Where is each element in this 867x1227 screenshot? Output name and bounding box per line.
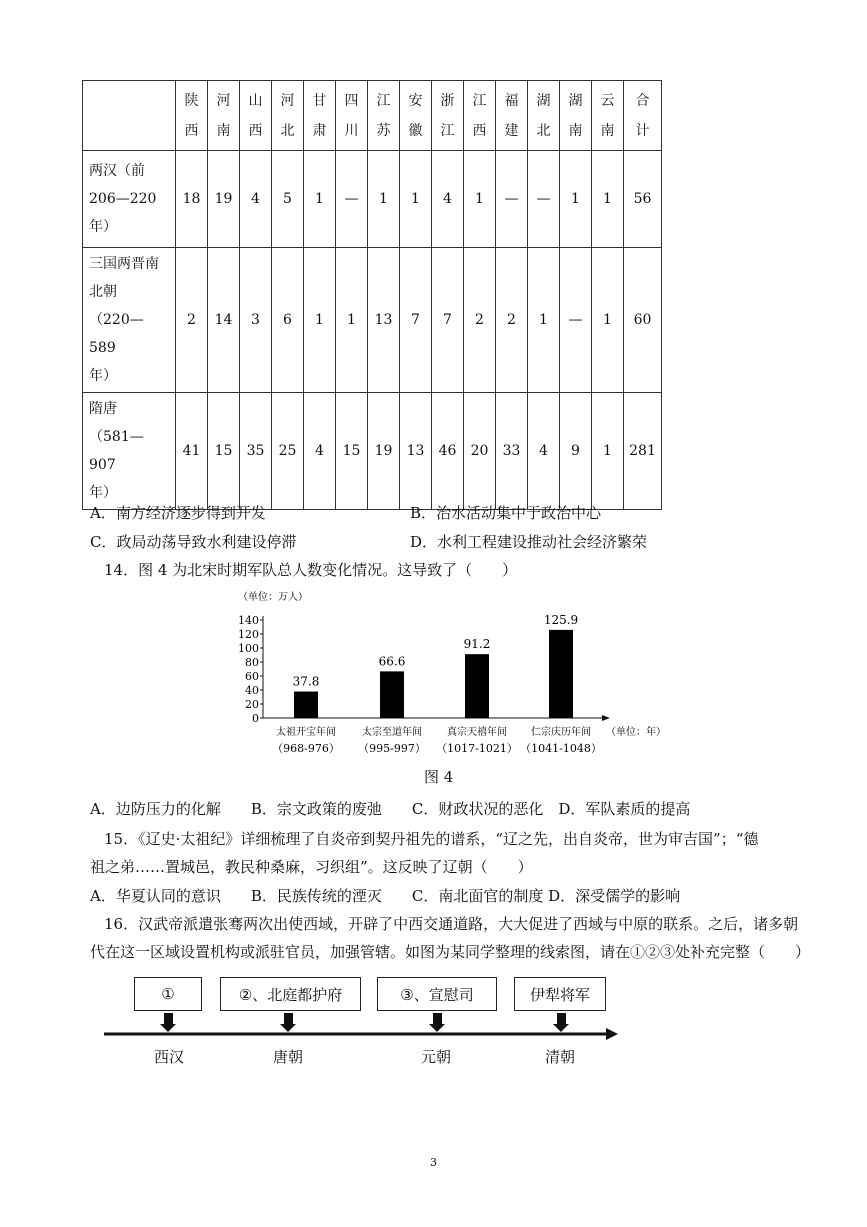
q13-option-a: A．南方经济逐步得到开发 — [90, 504, 266, 522]
table-value-cell: 25 — [272, 393, 304, 510]
table-value-cell: 9 — [560, 393, 592, 510]
data-label: 125.9 — [543, 612, 579, 627]
table-header-cell: 湖 北 — [528, 81, 560, 151]
data-table — [82, 80, 662, 510]
chart-caption: 图 4 — [424, 768, 454, 786]
table-value-cell: 56 — [624, 151, 662, 248]
table-value-cell: 4 — [432, 151, 464, 248]
bar — [380, 671, 404, 718]
table-value-cell: 1 — [528, 248, 560, 393]
table-value-cell: 41 — [176, 393, 208, 510]
y-tick-label: 0 — [252, 712, 259, 725]
y-unit-label: （单位：万人） — [238, 592, 308, 603]
category-years-label: （968-976） — [272, 742, 340, 755]
data-label: 91.2 — [463, 637, 491, 652]
table-value-cell: 5 — [272, 151, 304, 248]
table-value-cell: 2 — [176, 248, 208, 393]
table-header-cell: 四 川 — [336, 81, 368, 151]
table-row — [83, 151, 662, 248]
table-row — [83, 248, 662, 393]
table-value-cell: 7 — [400, 248, 432, 393]
table-value-cell: — — [336, 151, 368, 248]
flow-box-2: ②、北庭都护府 — [220, 977, 361, 1011]
army-size-bar-chart — [230, 588, 670, 758]
table-value-cell: 13 — [400, 393, 432, 510]
bar — [294, 692, 318, 718]
dynasty-label-1: 西汉 — [154, 1048, 185, 1066]
table-header-cell: 浙 江 — [432, 81, 464, 151]
table-value-cell: 46 — [432, 393, 464, 510]
flow-box-4: 伊犁将军 — [514, 977, 606, 1011]
y-tick-label: 60 — [245, 670, 259, 683]
page-number: 3 — [430, 1156, 437, 1169]
table-value-cell: 1 — [304, 151, 336, 248]
flow-box-3: ③、宣慰司 — [377, 977, 497, 1011]
table-row — [83, 393, 662, 510]
table-value-cell: 20 — [464, 393, 496, 510]
table-value-cell: 7 — [432, 248, 464, 393]
table-corner-cell — [83, 81, 176, 151]
table-value-cell: 1 — [592, 248, 624, 393]
table-period-cell: 两汉（前 206—220 年） — [83, 151, 176, 248]
table-period-cell: 隋唐 （581—907 年） — [83, 393, 176, 510]
table-header-cell: 山 西 — [240, 81, 272, 151]
q14-options: A．边防压力的化解 B．宗文政策的废弛 C．财政状况的恶化 D．军队素质的提高 — [90, 800, 691, 818]
table-header-row — [83, 81, 662, 151]
table-header-cell: 甘 肃 — [304, 81, 336, 151]
table-value-cell: 33 — [496, 393, 528, 510]
y-tick-label: 100 — [238, 642, 259, 655]
q15-options: A．华夏认同的意识 B．民族传统的湮灭 C．南北面官的制度 D．深受儒学的影响 — [90, 887, 681, 905]
category-years-label: （995-997） — [358, 742, 426, 755]
data-label: 66.6 — [378, 654, 406, 669]
table-value-cell: 281 — [624, 393, 662, 510]
category-label: 太宗至道年间 — [362, 727, 422, 738]
table-header-cell: 江 苏 — [368, 81, 400, 151]
table-value-cell: 1 — [400, 151, 432, 248]
table-value-cell: 1 — [592, 393, 624, 510]
table-value-cell: 60 — [624, 248, 662, 393]
table-value-cell: 4 — [240, 151, 272, 248]
category-years-label: （1041-1048） — [520, 742, 602, 755]
y-tick-label: 20 — [245, 698, 259, 711]
flow-box-1: ① — [134, 977, 202, 1011]
table-value-cell: 2 — [464, 248, 496, 393]
table-value-cell: 15 — [208, 393, 240, 510]
table-value-cell: 1 — [336, 248, 368, 393]
table-value-cell: — — [528, 151, 560, 248]
table-value-cell: 1 — [304, 248, 336, 393]
dynasty-label-4: 清朝 — [545, 1048, 576, 1066]
timeline-axis — [104, 1026, 619, 1042]
table-value-cell: 1 — [464, 151, 496, 248]
q16-line1: 16．汉武帝派遣张骞两次出使西域，开辟了中西交通道路，大大促进了西域与中原的联系。之后，诸多朝 — [104, 915, 799, 933]
table-value-cell: 18 — [176, 151, 208, 248]
q15-line2: 祖之弟……置城邑，教民种桑麻，习织组”。这反映了辽朝（ ） — [90, 858, 533, 876]
table-header-cell: 福 建 — [496, 81, 528, 151]
x-axis-arrow — [602, 715, 610, 721]
category-label: 仁宗庆历年间 — [531, 727, 591, 738]
table-header-cell: 湖 南 — [560, 81, 592, 151]
table-value-cell: 35 — [240, 393, 272, 510]
dynasty-label-3: 元朝 — [421, 1048, 452, 1066]
dynasty-label-2: 唐朝 — [273, 1048, 304, 1066]
table-header-cell: 安 徽 — [400, 81, 432, 151]
category-years-label: （1017-1021） — [436, 742, 518, 755]
x-unit-label: （单位：年） — [606, 727, 666, 738]
table-value-cell: 19 — [368, 393, 400, 510]
table-header-cell: 合 计 — [624, 81, 662, 151]
table-header-cell: 陕 西 — [176, 81, 208, 151]
data-label: 37.8 — [292, 674, 320, 689]
q13-option-b: B．治水活动集中于政治中心 — [410, 504, 602, 522]
y-tick-label: 120 — [238, 628, 259, 641]
table-value-cell: 1 — [368, 151, 400, 248]
table-value-cell: 15 — [336, 393, 368, 510]
table-value-cell: 1 — [592, 151, 624, 248]
bar — [465, 654, 489, 718]
table-value-cell: 1 — [560, 151, 592, 248]
y-tick-label: 40 — [245, 684, 259, 697]
table-value-cell: 4 — [304, 393, 336, 510]
table-value-cell: 19 — [208, 151, 240, 248]
table-header-cell: 云 南 — [592, 81, 624, 151]
table-value-cell: 2 — [496, 248, 528, 393]
q15-line1: 15．《辽史·太祖纪》详细梳理了自炎帝到契丹祖先的谱系，“辽之先，出自炎帝，世为审吉国”；“德 — [104, 830, 759, 848]
table-period-cell: 三国两晋南 北朝 （220—589 年） — [83, 248, 176, 393]
category-label: 太祖开宝年间 — [276, 727, 336, 738]
bar — [549, 630, 573, 718]
q14-stem: 14．图 4 为北宋时期军队总人数变化情况。这导致了（ ） — [104, 561, 518, 579]
q16-line2: 代在这一区域设置机构或派驻官员，加强管辖。如图为某同学整理的线索图，请在①②③处补充完整（ ） — [90, 943, 811, 961]
table-value-cell: 3 — [240, 248, 272, 393]
category-label: 真宗天禧年间 — [447, 727, 507, 738]
table-header-cell: 河 南 — [208, 81, 240, 151]
table-header-cell: 江 西 — [464, 81, 496, 151]
q13-option-c: C．政局动荡导致水利建设停滞 — [90, 533, 297, 551]
table-value-cell: 14 — [208, 248, 240, 393]
table-value-cell: 6 — [272, 248, 304, 393]
y-tick-label: 80 — [245, 656, 259, 669]
table-value-cell: — — [560, 248, 592, 393]
q13-option-d: D．水利工程建设推动社会经济繁荣 — [410, 533, 648, 551]
table-value-cell: — — [496, 151, 528, 248]
y-tick-label: 140 — [238, 614, 259, 627]
table-header-cell: 河 北 — [272, 81, 304, 151]
table-value-cell: 13 — [368, 248, 400, 393]
table-value-cell: 4 — [528, 393, 560, 510]
